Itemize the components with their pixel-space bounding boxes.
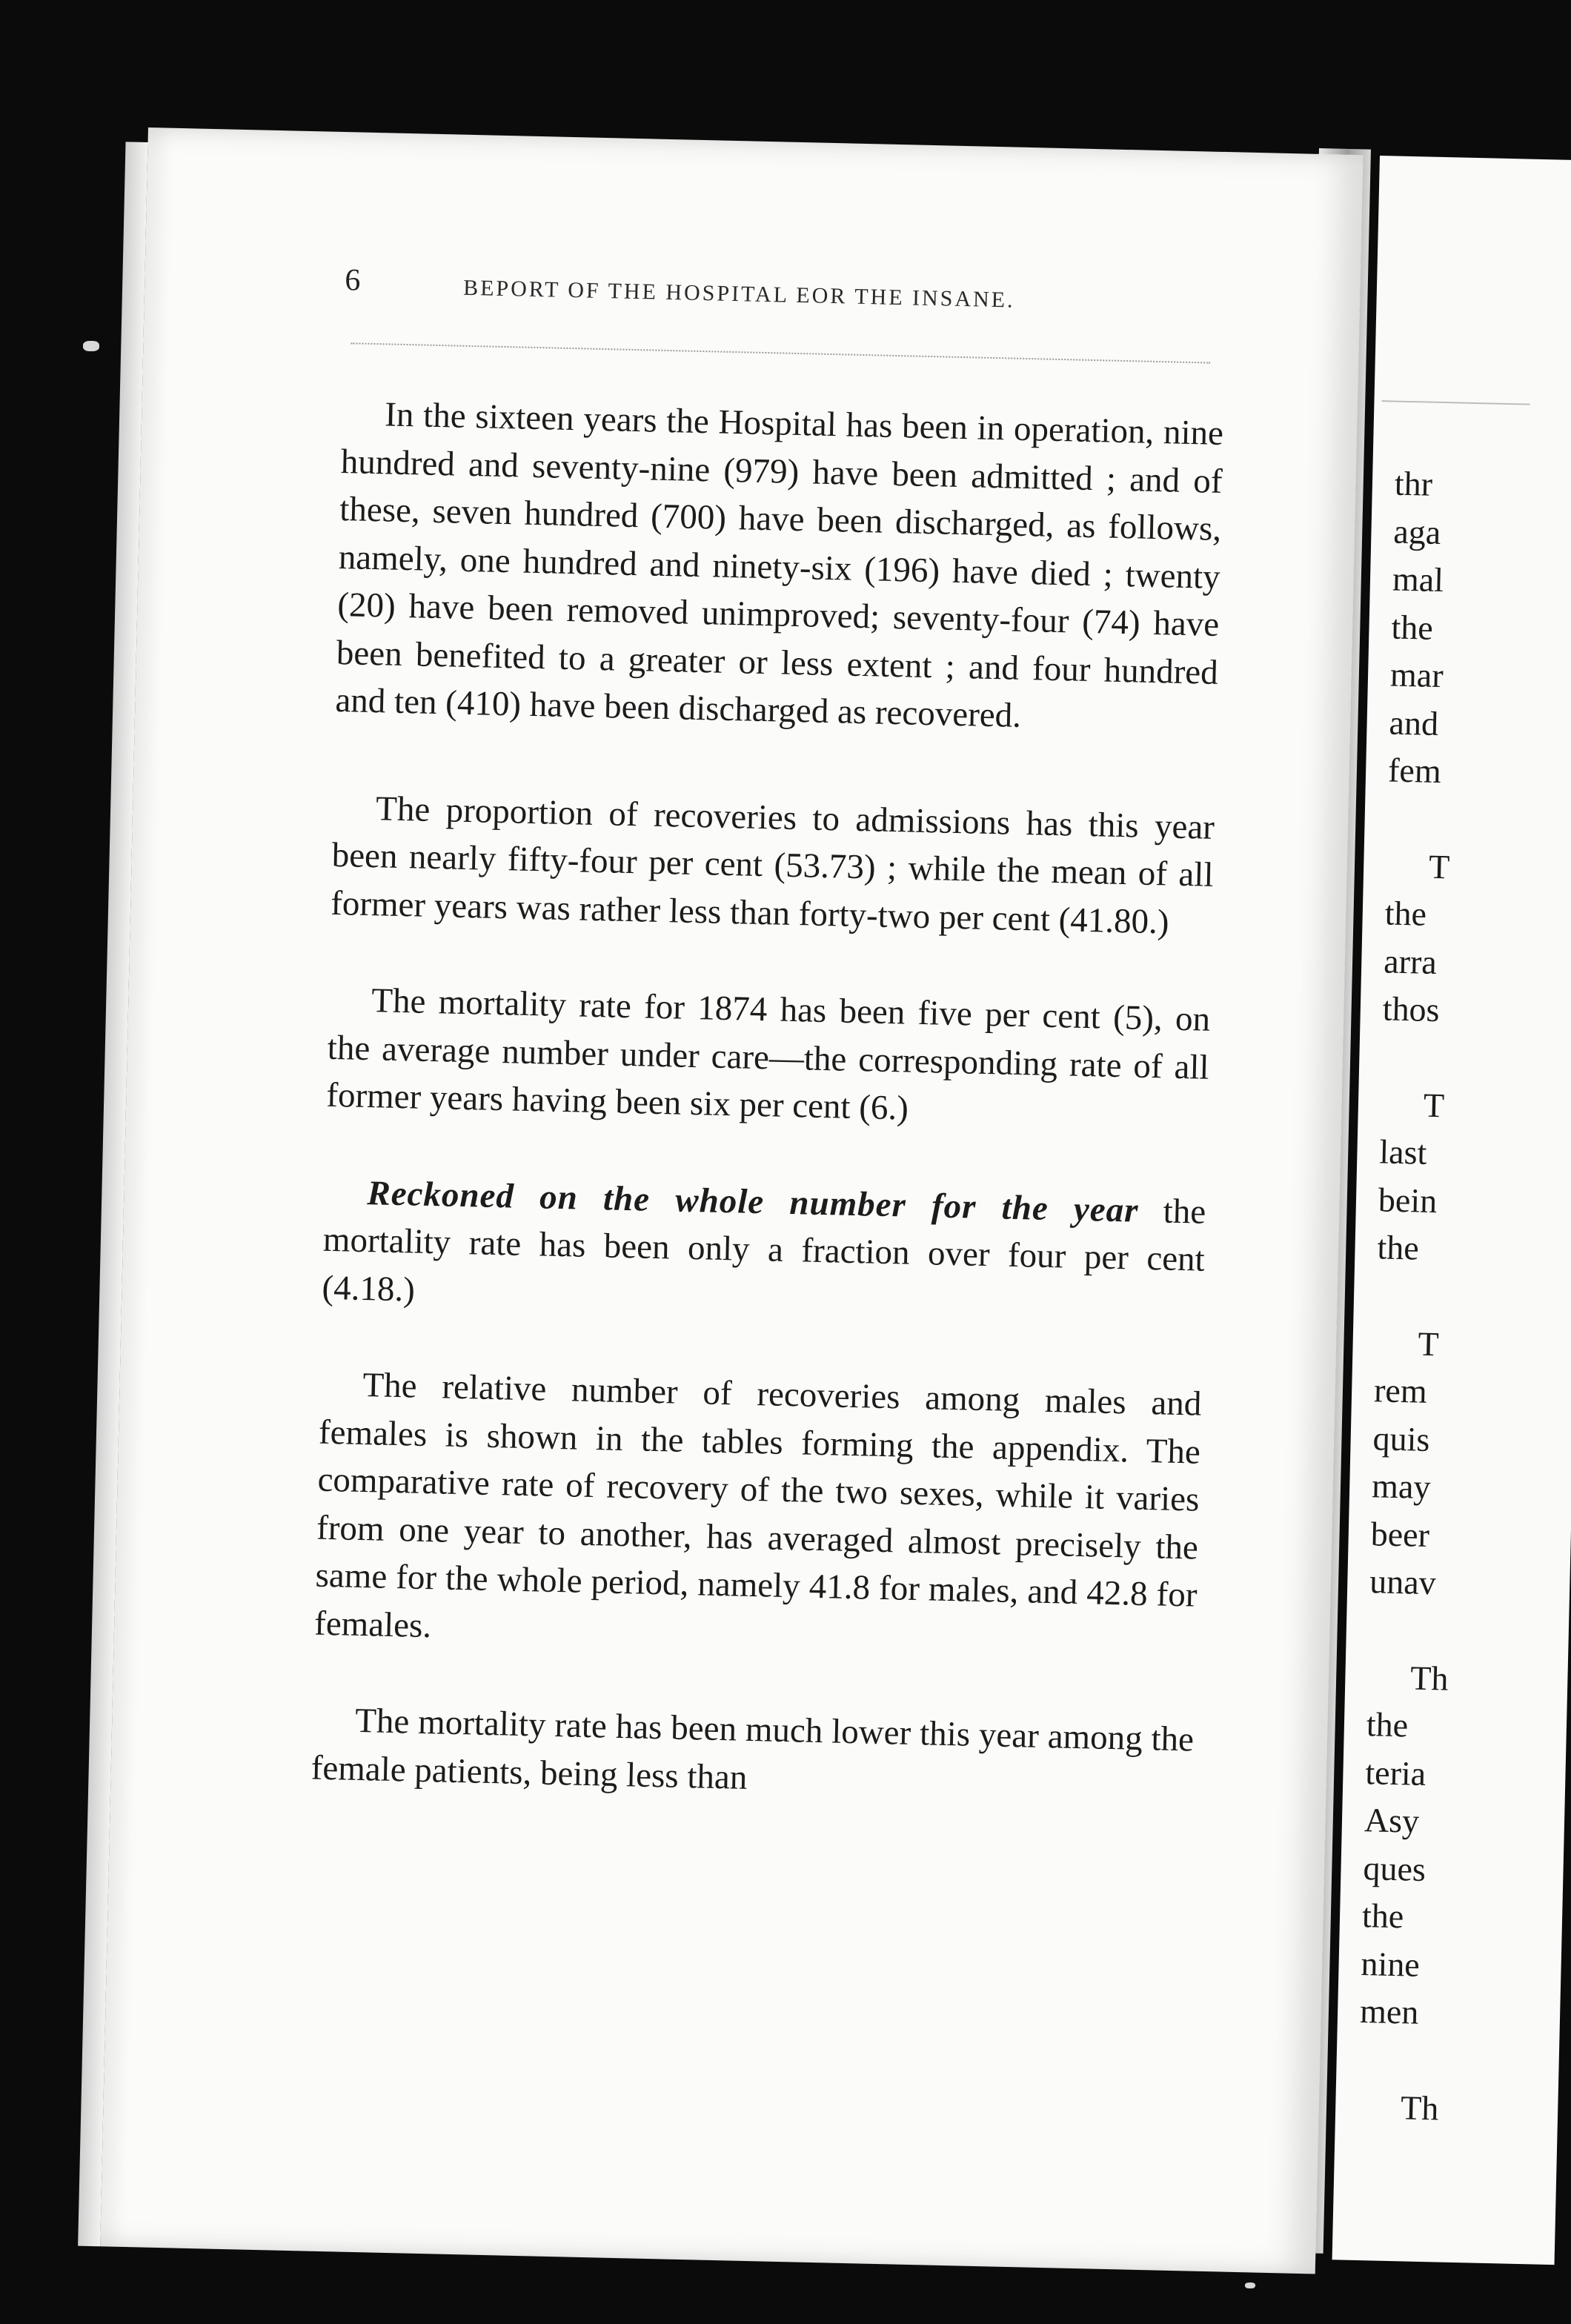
facing-line: rem bbox=[1373, 1371, 1428, 1410]
page-body bbox=[310, 390, 1224, 1860]
facing-line: the bbox=[1361, 1896, 1404, 1936]
page-edge bbox=[78, 142, 147, 2246]
facing-line: T bbox=[1418, 1324, 1440, 1363]
paragraph-text: the mortality rate has been only a fraction over four per cent (4.18.) bbox=[321, 1191, 1206, 1309]
paragraph bbox=[322, 1168, 1206, 1331]
facing-line: thos bbox=[1382, 989, 1441, 1029]
facing-line: aga bbox=[1392, 512, 1441, 551]
header-rule bbox=[351, 342, 1210, 363]
facing-line: nine bbox=[1361, 1944, 1421, 1984]
paragraph: In the sixteen years the Hospital has been in operation, nine hundred and seventy-nine (979) have been admitted ; and of these, seven hundred (700) have been discharged, as follows, namely, one hundred and ninety-six (196) have died ; twenty (20) have been removed unimproved; seventy-four (74) have been benefited to a greater or less extent ; and four hundred and ten (410) have been discharged as recovered. bbox=[334, 395, 1224, 735]
facing-line: Th bbox=[1409, 1658, 1449, 1698]
dust-speck bbox=[1245, 2282, 1255, 2288]
paragraph: The mortality rate for 1874 has been five per cent (5), on the average number under care—the corresponding rate of all former years having been six per cent (6.) bbox=[325, 981, 1211, 1128]
facing-line: the bbox=[1366, 1705, 1409, 1744]
facing-line: the bbox=[1377, 1228, 1420, 1267]
italic-lead-phrase: Reckoned on the whole number for the year bbox=[366, 1173, 1140, 1230]
facing-page bbox=[1332, 156, 1571, 2265]
facing-line: fem bbox=[1387, 751, 1442, 791]
running-head: BEPORT OF THE HOSPITAL EOR THE INSANE. bbox=[462, 275, 1015, 313]
facing-page-rule bbox=[1381, 400, 1530, 405]
paragraph: The relative number of recoveries among males and females is shown in the tables forming the appendix. The comparative rate of recovery of the two sexes, while it varies from one year to another, has averaged almost precisely the same for the whole period, namely 41.8 for males, and 42.8 for females. bbox=[313, 1366, 1202, 1645]
facing-line: and bbox=[1389, 703, 1439, 743]
paragraph: The proportion of recoveries to admissions has this year been nearly fifty-four per cent (53.73) ; while the mean of all former years was rather less than forty-two per cent (41.80.) bbox=[330, 788, 1215, 942]
facing-line: mar bbox=[1389, 655, 1444, 695]
facing-line: ques bbox=[1363, 1848, 1426, 1888]
facing-line: beer bbox=[1370, 1514, 1430, 1554]
facing-line: last bbox=[1378, 1132, 1427, 1172]
facing-line: thr bbox=[1394, 464, 1433, 503]
book-page bbox=[100, 127, 1363, 2274]
facing-line: unav bbox=[1369, 1562, 1437, 1602]
facing-line: teria bbox=[1364, 1753, 1426, 1793]
facing-line: T bbox=[1423, 1086, 1445, 1124]
facing-line: bein bbox=[1378, 1180, 1438, 1220]
facing-line: Asy bbox=[1364, 1801, 1420, 1840]
facing-line: quis bbox=[1372, 1418, 1430, 1458]
facing-line: T bbox=[1428, 847, 1450, 886]
facing-line: men bbox=[1359, 1992, 1419, 2031]
facing-line: Th bbox=[1400, 2088, 1439, 2127]
facing-line: may bbox=[1371, 1467, 1432, 1507]
paragraph: The mortality rate has been much lower this year among the female patients, being less than bbox=[310, 1701, 1195, 1797]
facing-line: arra bbox=[1383, 941, 1438, 981]
facing-line: the bbox=[1391, 608, 1434, 647]
facing-page-text bbox=[1358, 460, 1476, 2133]
page-number: 6 bbox=[344, 263, 361, 298]
page-header bbox=[344, 262, 1323, 313]
facing-line: the bbox=[1384, 894, 1427, 933]
dust-speck bbox=[83, 341, 99, 351]
facing-line: mal bbox=[1392, 560, 1444, 600]
